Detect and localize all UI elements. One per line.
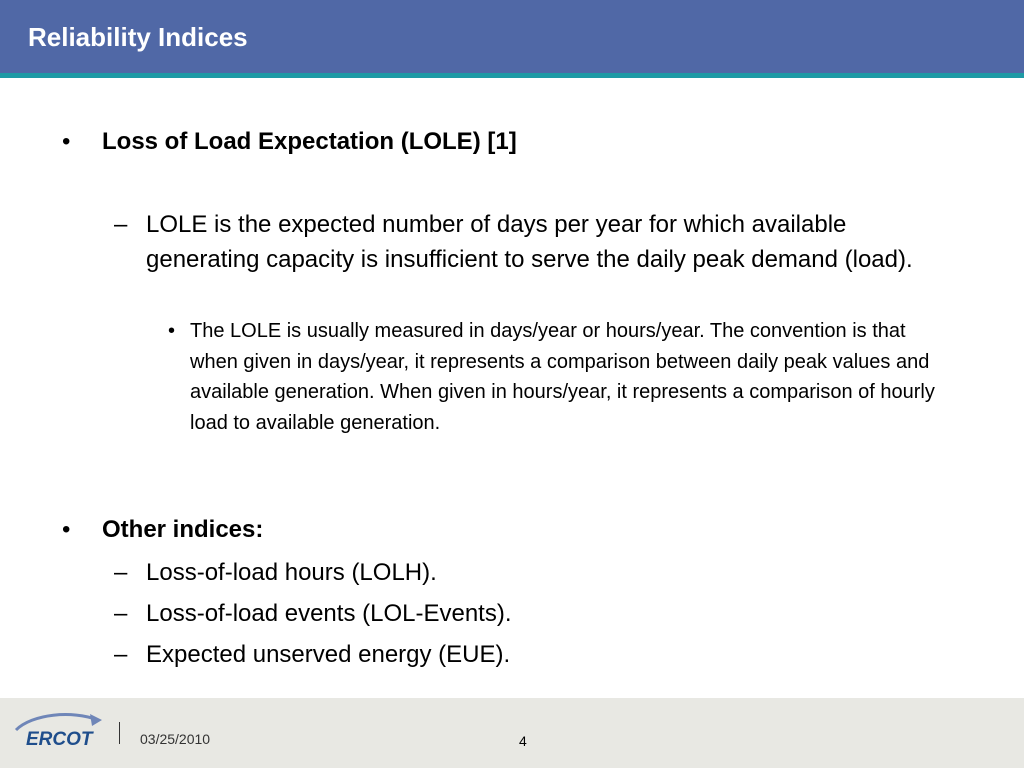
bullet-icon: • bbox=[168, 320, 176, 342]
bullet-item-lole bbox=[62, 128, 962, 156]
sub-item-lol-events bbox=[114, 596, 512, 631]
title-bar bbox=[0, 0, 1024, 73]
bullet-text: Loss of Load Expectation (LOLE) [1] bbox=[102, 128, 517, 155]
logo-text: ERCOT bbox=[26, 729, 93, 750]
sub-item-eue bbox=[114, 637, 510, 672]
slide-title: Reliability Indices bbox=[28, 22, 248, 52]
dash-icon: – bbox=[114, 559, 128, 586]
sub-item-text: Loss-of-load hours (LOLH). bbox=[146, 559, 437, 586]
sub-sub-item-text: The LOLE is usually measured in days/year or hours/year. The convention is that when given in days/year, it represents a comparison between daily peak values and available generation. When given in hours/year, it represents a comparison of hourly load to available generation. bbox=[190, 320, 935, 434]
sub-item-lole-definition bbox=[114, 207, 914, 277]
sub-item-lolh bbox=[114, 555, 437, 590]
sub-item-text: Expected unserved energy (EUE). bbox=[146, 641, 511, 668]
footer-divider bbox=[119, 722, 120, 744]
title-stripe bbox=[0, 73, 1024, 78]
dash-icon: – bbox=[114, 211, 128, 238]
bullet-text: Other indices: bbox=[102, 516, 264, 543]
dash-icon: – bbox=[114, 641, 128, 668]
bullet-icon: • bbox=[62, 516, 71, 543]
sub-sub-item-lole-units bbox=[168, 316, 948, 438]
footer-date: 03/25/2010 bbox=[140, 731, 211, 747]
sub-item-text: Loss-of-load events (LOL-Events). bbox=[146, 600, 512, 627]
ercot-logo bbox=[12, 708, 104, 754]
dash-icon: – bbox=[114, 600, 128, 627]
page-number: 4 bbox=[519, 733, 527, 749]
sub-item-text: LOLE is the expected number of days per year for which available generating capacity is insufficient to serve the daily peak demand (load). bbox=[146, 211, 913, 273]
slide-footer bbox=[0, 698, 1024, 768]
bullet-icon: • bbox=[62, 128, 71, 155]
bullet-item-other-indices bbox=[62, 516, 962, 544]
